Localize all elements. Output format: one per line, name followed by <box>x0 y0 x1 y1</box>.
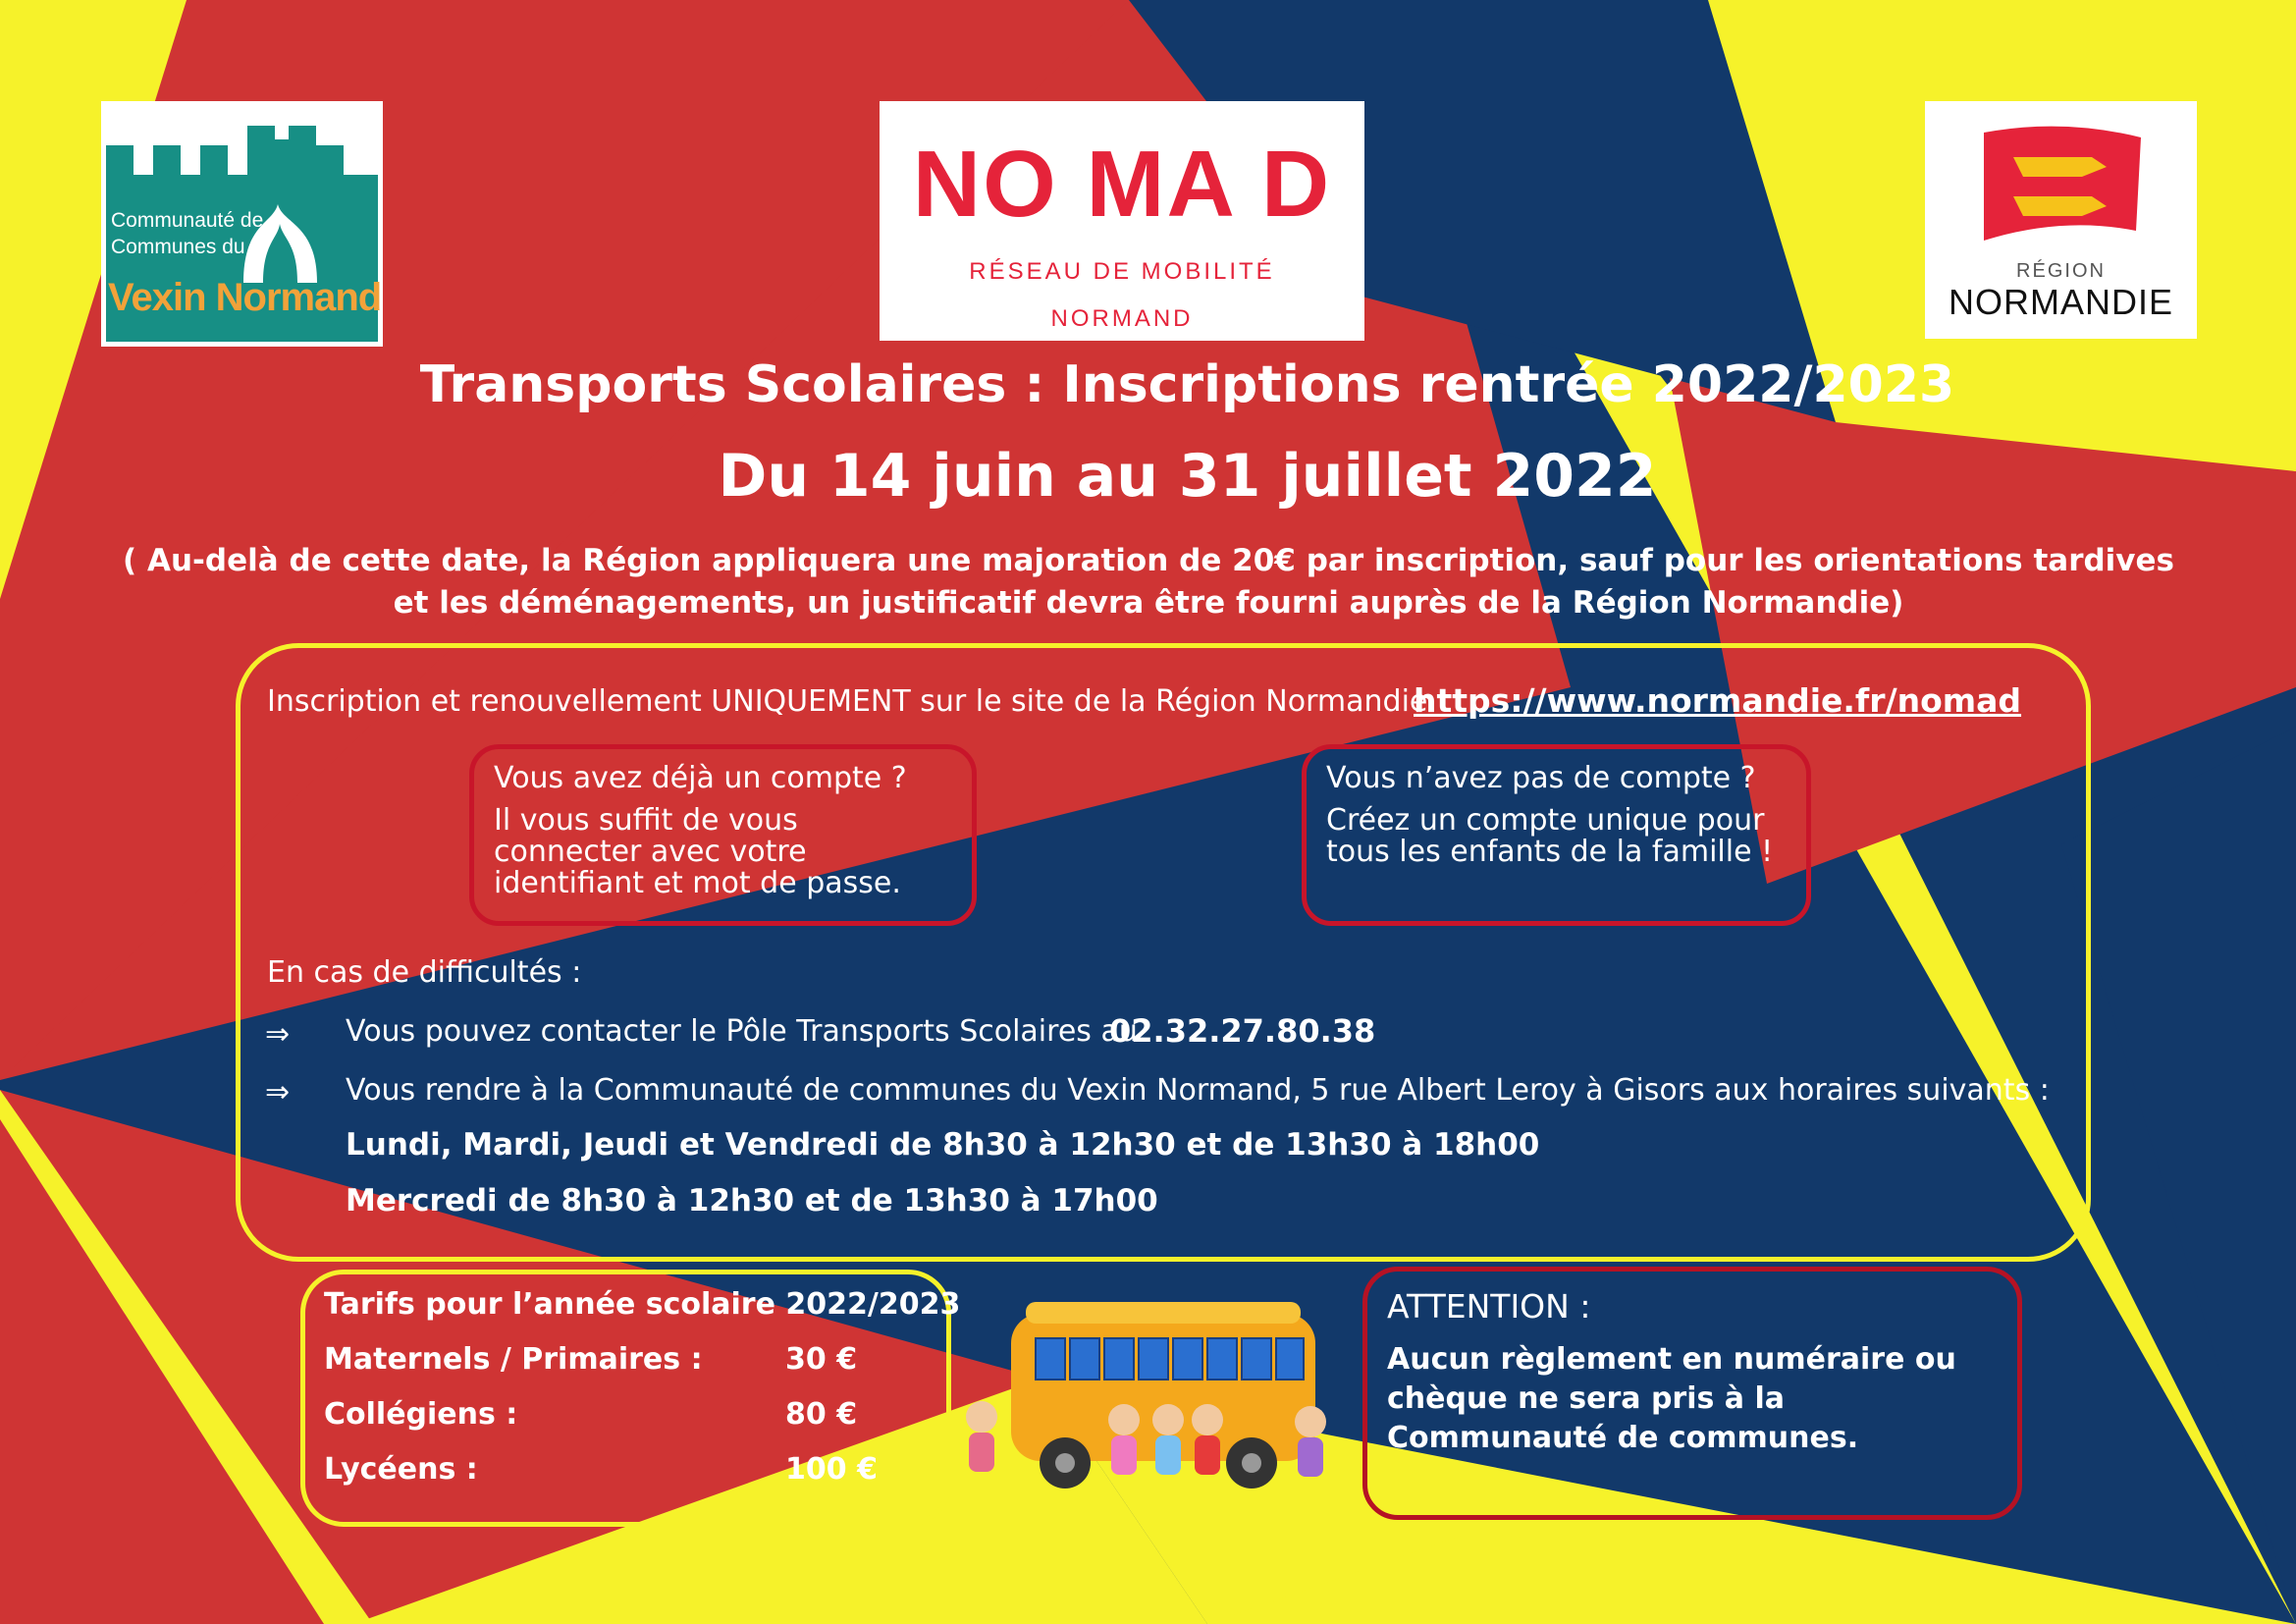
opening-hours-weekdays: Lundi, Mardi, Jeudi et Vendredi de 8h30 à 12h30 et de 13h30 à 18h00 <box>346 1127 1540 1163</box>
attention-title: ATTENTION : <box>1387 1287 1591 1326</box>
tarif-row-label: Maternels / Primaires : <box>324 1342 703 1377</box>
opening-hours-wednesday: Mercredi de 8h30 à 12h30 et de 13h30 à 17h00 <box>346 1183 1158 1218</box>
tarif-row-price: 100 € <box>785 1452 878 1487</box>
tarif-row-label: Collégiens : <box>324 1397 518 1432</box>
registration-text: Inscription et renouvellement UNIQUEMENT sur le site de la Région Normandie <box>267 684 1428 719</box>
tarif-row-price: 30 € <box>785 1342 858 1377</box>
contact-text: Vous pouvez contacter le Pôle Transports Scolaires au <box>346 1014 1138 1049</box>
no-account-box <box>1302 744 1811 926</box>
arrow-right-icon: ⇒ <box>265 1075 291 1110</box>
nomad-logo-subtitle: RÉSEAU DE MOBILITÉ <box>969 258 1275 285</box>
no-account-title: Vous n’avez pas de compte ? <box>1326 761 1756 795</box>
tarifs-title: Tarifs pour l’année scolaire 2022/2023 <box>324 1287 961 1322</box>
nomad-website-link[interactable]: https://www.normandie.fr/nomad <box>1414 681 2022 720</box>
late-fee-notice: ( Au-delà de cette date, la Région appliquera une majoration de 20€ par inscription, sauf pour les orientations tardives et les déménagements, un justificatif devra être fourni auprès de la Région Normandie) <box>123 543 2174 621</box>
arrow-right-icon: ⇒ <box>265 1017 291 1052</box>
attention-text: Aucun règlement en numéraire ou chèque ne sera pris à la Communauté de communes. <box>1387 1342 1956 1455</box>
vexin-logo-text: Communauté de Communes du <box>111 209 264 258</box>
nomad-logo-brand: NO MA D <box>912 132 1332 237</box>
no-account-text: Créez un compte unique pour tous les enfants de la famille ! <box>1326 803 1774 869</box>
difficulties-title: En cas de difficultés : <box>267 955 582 990</box>
phone-number[interactable]: 02.32.27.80.38 <box>1109 1012 1376 1050</box>
school-bus-illustration <box>957 1294 1350 1500</box>
region-logo-name: NORMANDIE <box>1948 282 2173 322</box>
region-logo-top: RÉGION <box>2016 260 2106 282</box>
nomad-logo-normand: NORMAND <box>1050 305 1194 332</box>
registration-dates: Du 14 juin au 31 juillet 2022 <box>718 442 1657 511</box>
has-account-title: Vous avez déjà un compte ? <box>494 761 907 795</box>
vexin-logo-brand: Vexin Normand <box>108 276 382 319</box>
vexin-normand-logo <box>101 101 383 347</box>
visit-text: Vous rendre à la Communauté de communes du Vexin Normand, 5 rue Albert Leroy à Gisors aux horaires suivants : <box>346 1073 2050 1108</box>
main-title: Transports Scolaires : Inscriptions rentrée 2022/2023 <box>419 355 1955 414</box>
region-normandie-logo <box>1925 101 2197 339</box>
registration-info-box <box>236 643 2091 1262</box>
tarif-row-label: Lycéens : <box>324 1452 478 1487</box>
tarif-row-price: 80 € <box>785 1397 858 1432</box>
has-account-box <box>469 744 977 926</box>
has-account-text: Il vous suffit de vous connecter avec votre identifiant et mot de passe. <box>494 803 901 900</box>
nomad-logo <box>880 101 1364 341</box>
normandy-flag-icon <box>1974 123 2151 250</box>
